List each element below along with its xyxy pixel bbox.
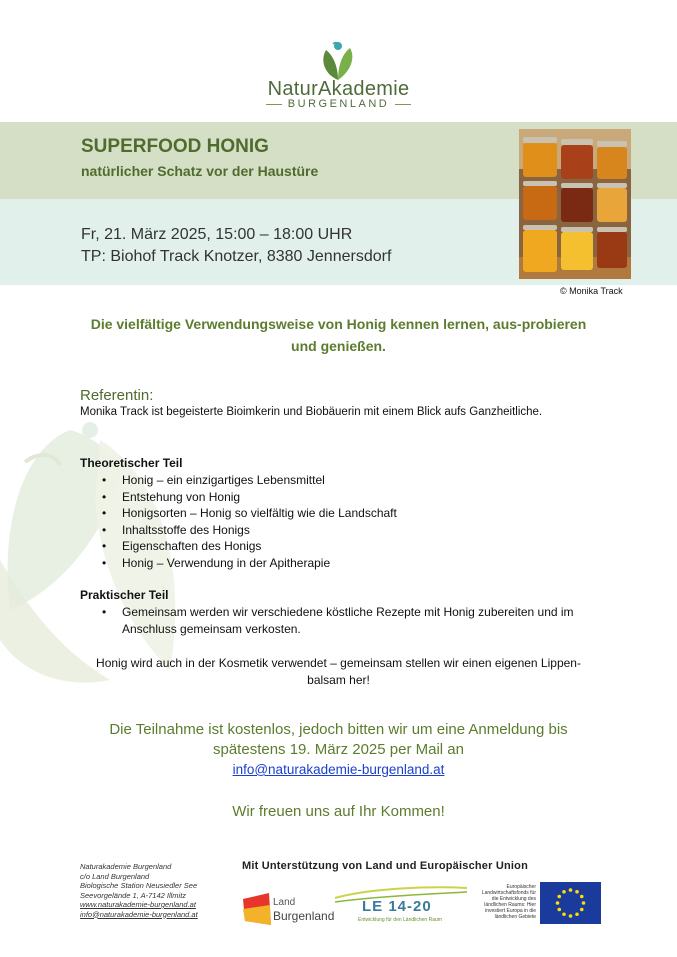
list-item: • Honigsorten – Honig so vielfältig wie die Landschaft (80, 505, 600, 522)
le-logo-label: LE 14-20 (362, 898, 432, 915)
theory-heading: Theoretischer Teil (80, 456, 183, 470)
footer-address-line: Naturakademie Burgenland (80, 862, 172, 871)
list-item: • Entstehung von Honig (80, 489, 600, 506)
event-title: SUPERFOOD HONIG (81, 136, 269, 157)
list-item: • Honig – Verwendung in der Apitherapie (80, 555, 600, 572)
eu-star-icon (575, 912, 579, 916)
eu-star-icon (575, 890, 579, 894)
signup-text: Die Teilnahme ist kostenlos, jedoch bitten wir um eine Anmeldung bis spätestens 19. März 2025 per Mail an (109, 721, 568, 758)
list-item: • Gemeinsam werden wir verschiedene köstliche Rezepte mit Honig zubereiten und im Anschluss gemeinsam verkosten. (80, 604, 610, 637)
speaker-text: Monika Track ist begeisterte Bioimkerin und Biobäuerin mit einem Blick aufs Ganzheitliche. (80, 406, 543, 418)
theory-list (80, 472, 600, 571)
honey-jars-photo (519, 129, 631, 279)
photo-credit: © Monika Track (560, 286, 623, 296)
land-logo-line1: Land (273, 897, 296, 908)
cosmetic-note: Honig wird auch in der Kosmetik verwendet – gemeinsam stellen wir einen eigenen Lippen-balsam her! (96, 656, 581, 687)
eu-star-icon (557, 895, 561, 899)
footer-website-link[interactable]: www.naturakademie-burgenland.at (80, 900, 196, 909)
list-item: • Honig – ein einzigartiges Lebensmittel (80, 472, 600, 489)
email-line (80, 762, 597, 777)
eu-star-icon (556, 901, 560, 905)
event-subtitle: natürlicher Schatz vor der Haustüre (81, 163, 319, 179)
eu-star-icon (562, 912, 566, 916)
practice-heading: Praktischer Teil (80, 588, 169, 602)
footer-address-line: Seevorgelände 1, A-7142 Illmitz (80, 890, 187, 900)
email-link[interactable]: info@naturakademie-burgenland.at (232, 762, 445, 777)
eu-star-icon (569, 914, 573, 918)
le-logo-tagline: Entwicklung für den Ländlichen Raum (358, 917, 442, 923)
event-place: TP: Biohof Track Knotzer, 8380 Jennersdorf (81, 248, 392, 265)
eu-star-icon (562, 890, 566, 894)
practice-list (80, 604, 610, 637)
event-date: Fr, 21. März 2025, 15:00 – 18:00 UHR (81, 226, 353, 243)
list-item: • Inhaltsstoffe des Honigs (80, 522, 600, 539)
brand-region-text: BURGENLAND (287, 98, 390, 110)
eu-flag-icon (540, 882, 601, 924)
eu-fund-text: Europäischer Landwirtschaftsfonds für die Entwicklung des ländlichen Raums: Hier investiert Europa in die ländlichen Gebiete (481, 884, 536, 920)
closing-text: Wir freuen uns auf Ihr Kommen! (232, 803, 445, 820)
footer-address-line: Biologische Station Neusiedler See (80, 881, 198, 890)
list-item: • Eigenschaften des Honigs (80, 538, 600, 555)
naturakademie-leaf-icon (316, 40, 360, 82)
eu-star-icon (582, 901, 586, 905)
eu-star-icon (557, 908, 561, 912)
speaker-heading: Referentin: (80, 387, 154, 404)
eu-star-icon (580, 908, 584, 912)
footer-address-line: c/o Land Burgenland (80, 871, 150, 881)
land-logo-line2: Burgenland (273, 909, 335, 923)
footer-email-link[interactable]: info@naturakademie-burgenland.at (80, 909, 198, 919)
brand-region (230, 98, 447, 110)
eu-star-icon (580, 895, 584, 899)
support-heading: Mit Unterstützung von Land und Europäischer Union (242, 860, 529, 872)
lead-text: Die vielfältige Verwendungsweise von Honig kennen lernen, aus-probieren und genießen. (90, 316, 587, 354)
footer-address (80, 862, 198, 919)
eu-star-icon (569, 888, 573, 892)
brand-name: NaturAkademie (267, 78, 410, 100)
